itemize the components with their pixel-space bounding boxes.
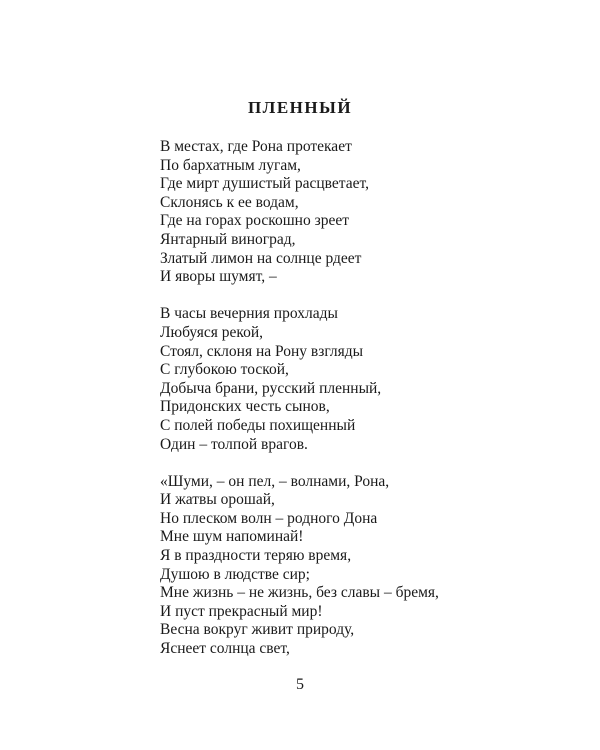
poem-line: Но плеском волн – родного Дона <box>160 509 378 527</box>
poem-line: Стоял, склоня на Рону взгляды <box>160 342 364 360</box>
poem-line: И пуст прекрасный мир! <box>160 602 323 620</box>
poem-line: По бархатным лугам, <box>160 156 301 174</box>
poem-line: Я в праздности теряю время, <box>160 547 352 565</box>
poem-line: С полей победы похищенный <box>160 416 356 434</box>
poem-line: И жатвы орошай, <box>160 491 275 509</box>
poem-line: Склонясь к ее водам, <box>160 193 299 211</box>
stanza-1 <box>160 138 560 287</box>
poem-line: Где мирт душистый расцветает, <box>160 175 369 193</box>
poem-body <box>160 138 560 659</box>
poem-line: Весна вокруг живит природу, <box>160 621 355 639</box>
poem-line: Мне жизнь – не жизнь, без славы – бремя, <box>160 584 439 602</box>
poem-line: В часы вечерния прохлады <box>160 305 338 323</box>
poem-line: Яснеет солнца свет, <box>160 640 290 658</box>
poem-line: В местах, где Рона протекает <box>160 138 352 155</box>
poem-line: И яворы шумят, – <box>160 268 277 286</box>
poem-line: Добыча брани, русский пленный, <box>160 379 382 397</box>
stanza-3 <box>160 473 560 659</box>
poem-line: Златый лимон на солнце рдеет <box>160 249 362 267</box>
poem-line: Один – толпой врагов. <box>160 435 308 453</box>
page-number: 5 <box>296 676 304 693</box>
poem-line: Янтарный виноград, <box>160 230 296 248</box>
poem-line: Душою в людстве сир; <box>160 565 310 583</box>
poem-line: Придонских честь сынов, <box>160 398 330 416</box>
poem-line: «Шуми, – он пел, – волнами, Рона, <box>160 472 390 490</box>
stanza-2 <box>160 305 560 454</box>
poem-title: ПЛЕННЫЙ <box>247 98 353 117</box>
poem-line: Где на горах роскошно зреет <box>160 212 349 230</box>
poem-line: С глубокою тоской, <box>160 361 289 379</box>
poem-line: Любуяся рекой, <box>160 323 264 341</box>
poem-line: Мне шум напоминай! <box>160 528 304 546</box>
